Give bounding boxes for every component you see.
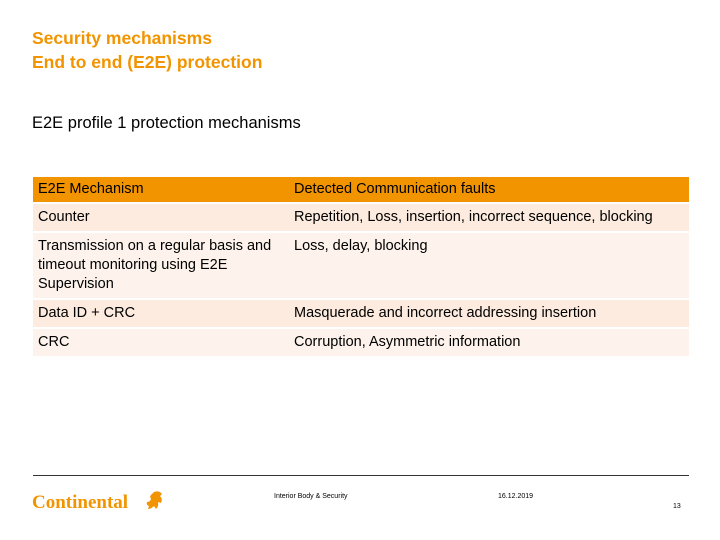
faults-cell: Corruption, Asymmetric information <box>289 329 689 356</box>
table-row <box>33 329 689 356</box>
footer-date: 16.12.2019 <box>498 493 534 500</box>
mechanism-cell: Transmission on a regular basis and timeout monitoring using E2E Supervision <box>33 233 289 298</box>
header-faults: Detected Communication faults <box>289 177 689 202</box>
mechanism-cell: Data ID + CRC <box>33 300 289 327</box>
header-mechanism: E2E Mechanism <box>33 177 289 202</box>
slide-subtitle: E2E profile 1 protection mechanisms <box>32 114 301 132</box>
title-line-2: End to end (E2E) protection <box>32 52 263 72</box>
table-row <box>33 300 689 327</box>
page-number: 13 <box>673 503 681 510</box>
mechanism-cell: CRC <box>33 329 289 356</box>
faults-cell: Loss, delay, blocking <box>289 233 689 298</box>
table-row <box>33 233 689 298</box>
footer-divider <box>33 475 689 476</box>
title-line-1: Security mechanisms <box>32 28 212 48</box>
table-row <box>33 204 689 231</box>
continental-logo <box>32 488 172 516</box>
table-header-row <box>33 177 689 202</box>
footer-division: Interior Body & Security <box>274 493 348 500</box>
horse-icon <box>147 491 162 509</box>
mechanism-cell: Counter <box>33 204 289 231</box>
logo-wordmark: Continental <box>32 492 129 513</box>
mechanisms-table <box>33 175 689 358</box>
slide-title <box>32 26 262 74</box>
faults-cell: Repetition, Loss, insertion, incorrect sequence, blocking <box>289 204 689 231</box>
faults-cell: Masquerade and incorrect addressing insertion <box>289 300 689 327</box>
